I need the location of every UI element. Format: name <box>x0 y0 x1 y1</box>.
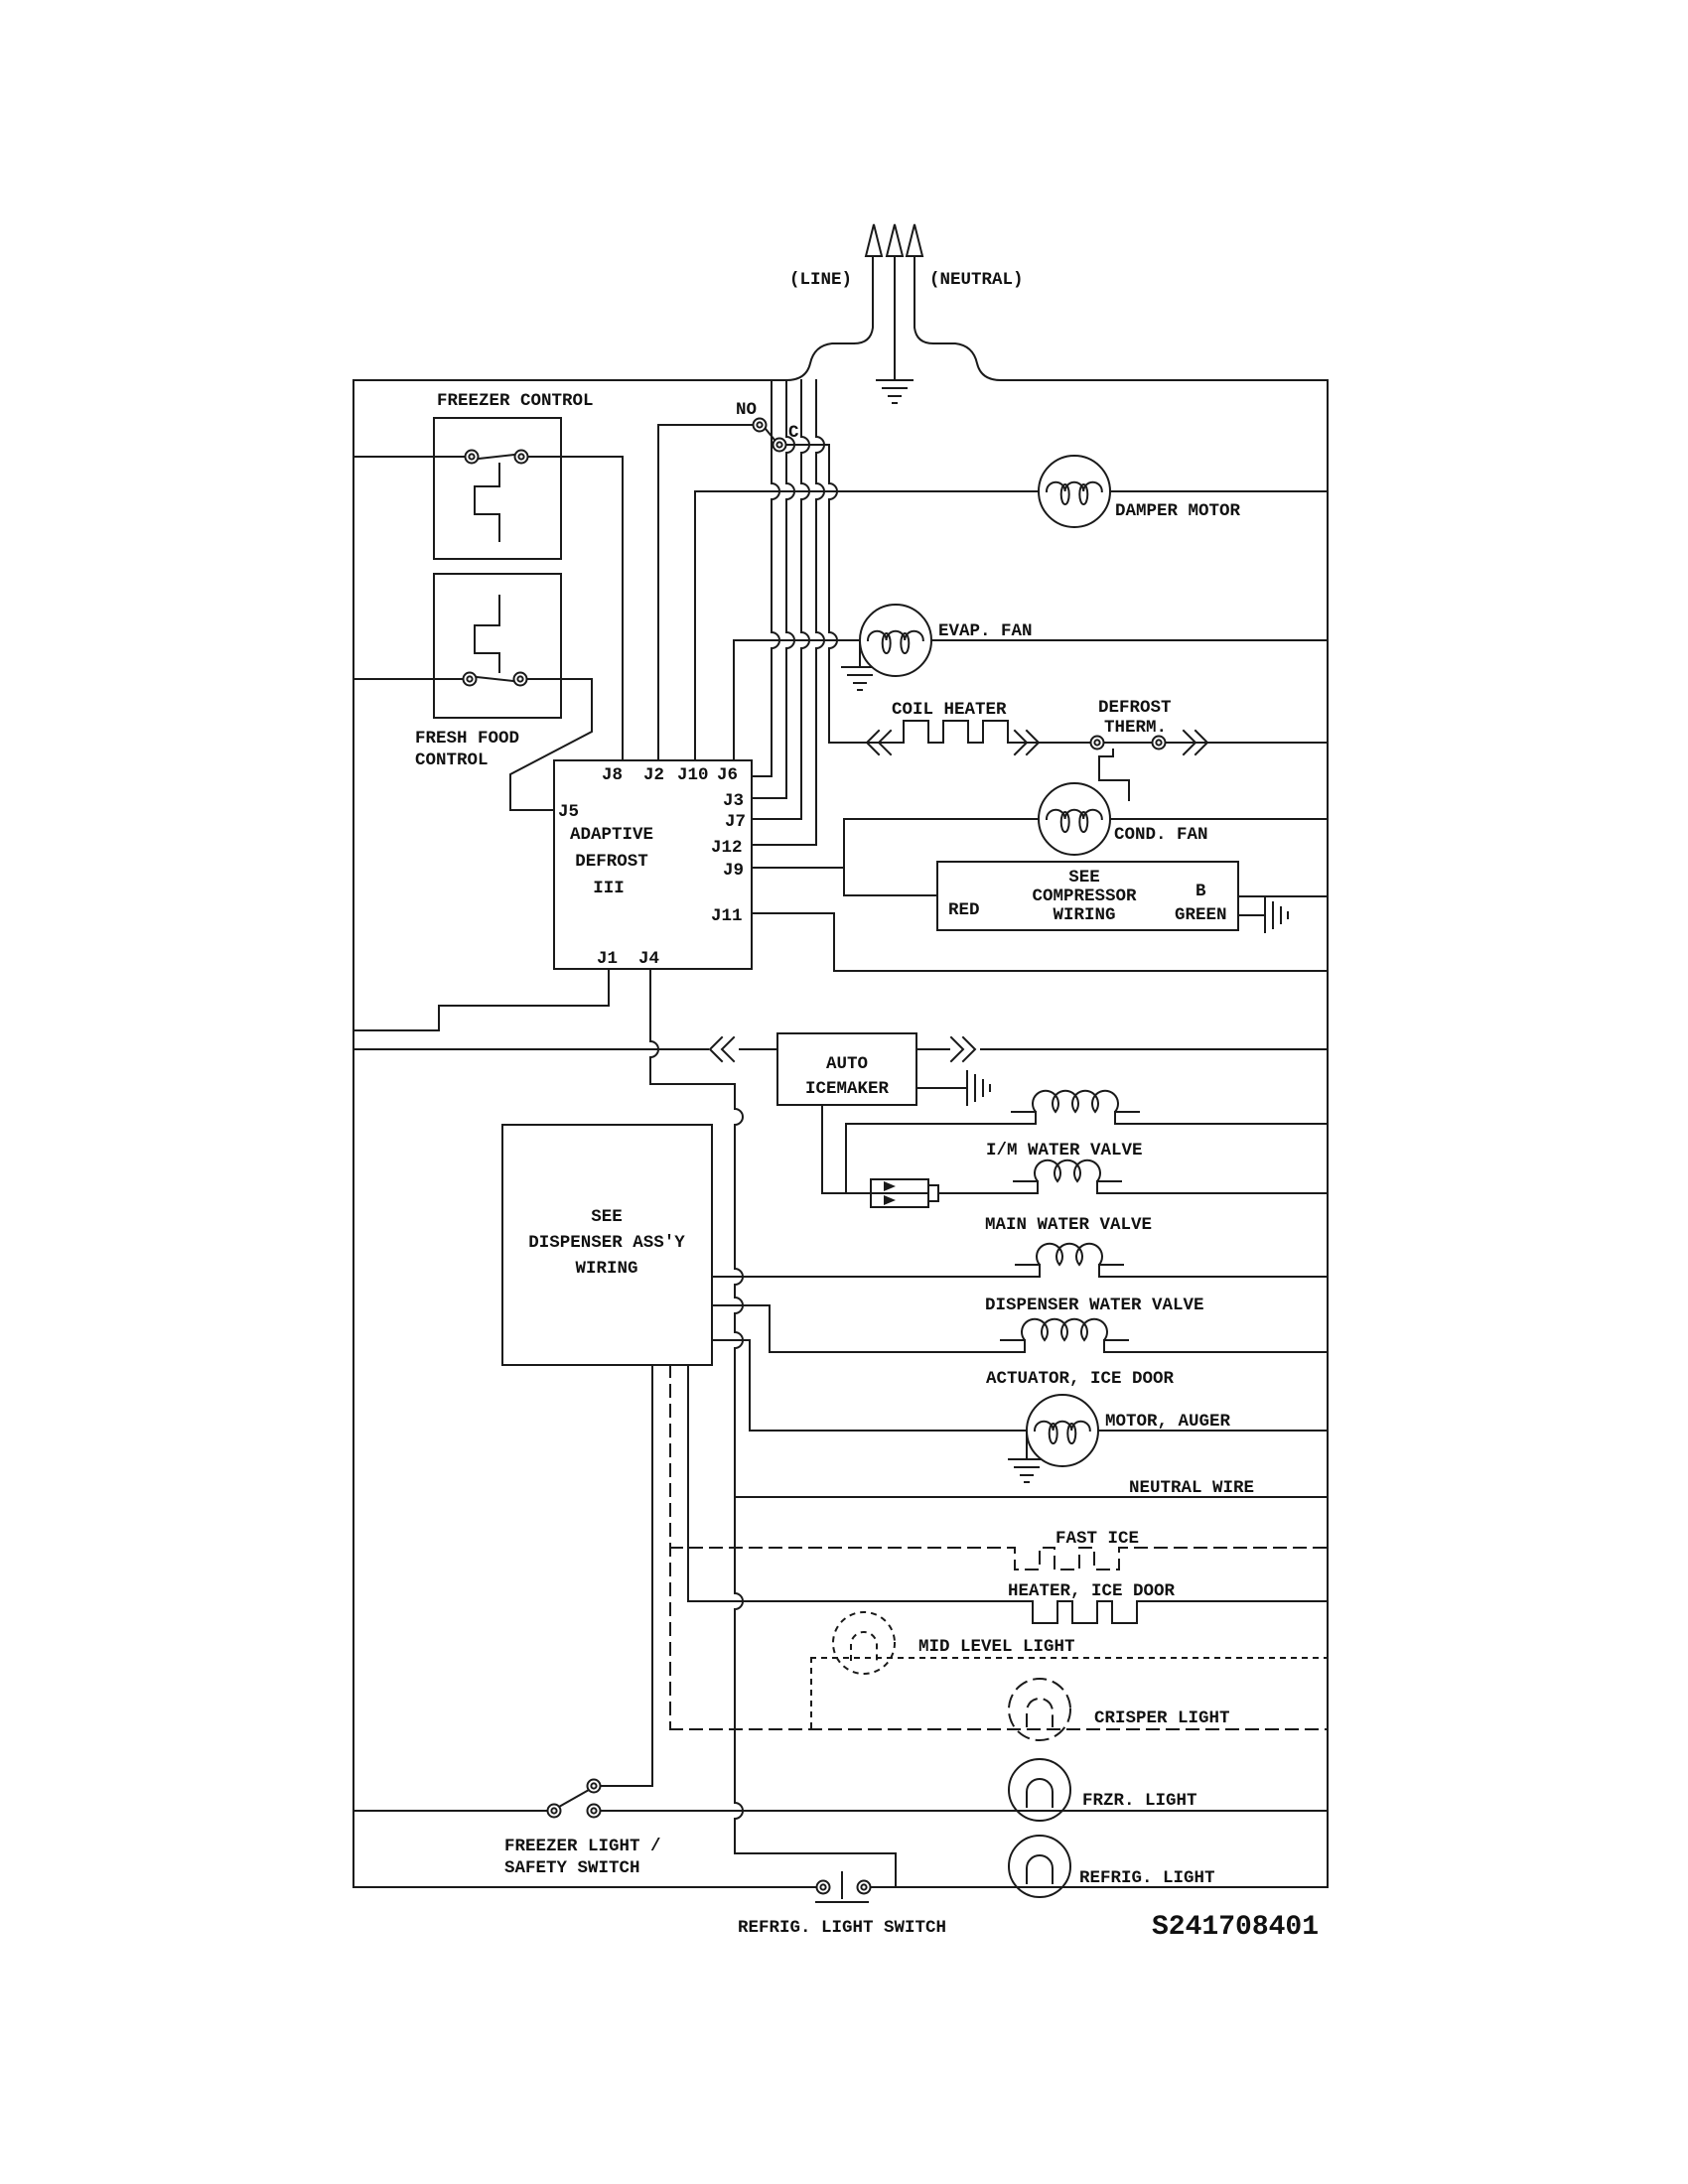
pin-j7: J7 <box>725 812 747 832</box>
therm-contact-icon <box>1091 737 1104 750</box>
ground-icon <box>842 667 878 690</box>
motor-auger-label: MOTOR, AUGER <box>1105 1412 1231 1432</box>
main-water-valve-label: MAIN WATER VALVE <box>985 1215 1153 1235</box>
coil-heater-element <box>829 721 1090 743</box>
dispenser-assy <box>502 1125 712 1786</box>
c-label: C <box>788 423 799 443</box>
motor-auger <box>712 1340 1328 1482</box>
right-pin-stubs <box>752 776 844 913</box>
thermostat-element <box>475 596 499 672</box>
mid-level-lamp-icon <box>833 1612 895 1674</box>
evap-fan <box>734 605 1328 690</box>
neutral-label: (NEUTRAL) <box>929 270 1024 290</box>
riser-j12 <box>816 380 824 845</box>
switch-blade <box>766 429 774 440</box>
fast-ice-element <box>670 1548 1328 1570</box>
switch-blade <box>559 1790 589 1807</box>
actuator-ice-door <box>712 1305 1328 1389</box>
compressor-b-label: B <box>1196 882 1206 901</box>
contact-icon <box>548 1805 561 1818</box>
contact-icon <box>774 439 786 452</box>
damper-motor <box>695 456 1328 527</box>
contact-icon <box>466 451 479 464</box>
auto-icemaker <box>353 1033 1328 1193</box>
diode-icon <box>884 1181 896 1191</box>
valve-coil <box>846 1091 1328 1124</box>
dispenser-water-valve <box>712 1244 1328 1315</box>
coil-heater-label: COIL HEATER <box>892 700 1007 720</box>
no-label: NO <box>736 400 758 420</box>
line-label: (LINE) <box>789 270 853 290</box>
actuator-ice-door-label: ACTUATOR, ICE DOOR <box>986 1369 1175 1389</box>
frzr-light-label: FRZR. LIGHT <box>1082 1791 1197 1811</box>
therm-element <box>1099 750 1129 800</box>
valve-coil <box>938 1160 1328 1193</box>
im-water-valve <box>846 1091 1328 1193</box>
icemaker-label-2: ICEMAKER <box>804 1079 890 1099</box>
dispenser-label-3: WIRING <box>575 1259 638 1279</box>
board-label-2: DEFROST <box>575 852 648 872</box>
icemaker-label-1: AUTO <box>825 1054 869 1074</box>
freezer-control-label: FREEZER CONTROL <box>437 391 594 411</box>
defrost-no-c-switch <box>658 400 837 743</box>
cond-fan-label: COND. FAN <box>1114 825 1208 845</box>
compressor-label-1: SEE <box>1068 868 1100 887</box>
wire-j1 <box>353 969 609 1030</box>
main-water-valve <box>822 1160 1328 1235</box>
earth-ground-icon <box>877 380 913 403</box>
rectifier-tab <box>928 1185 938 1201</box>
pin-j2: J2 <box>643 765 665 785</box>
evap-fan-motor-icon <box>860 605 931 676</box>
crisper-lamp-icon <box>1009 1679 1070 1740</box>
heater-element <box>688 1601 1328 1623</box>
dispenser-water-valve-label: DISPENSER WATER VALVE <box>985 1296 1204 1315</box>
thermostat-blade <box>477 677 513 681</box>
neutral-wire-label: NEUTRAL WIRE <box>1129 1478 1255 1498</box>
compressor-red-label: RED <box>948 900 980 920</box>
dispenser-pin-solid-1 <box>601 1365 652 1786</box>
pin-j12: J12 <box>711 838 743 858</box>
contact-icon <box>464 673 477 686</box>
neutral-terminal-arrow-icon <box>907 224 922 256</box>
pin-j3: J3 <box>723 791 745 811</box>
ground-terminal-arrow-icon <box>887 224 903 256</box>
pin-j4: J4 <box>638 949 660 969</box>
contact-icon <box>754 419 767 432</box>
pin-j6: J6 <box>717 765 739 785</box>
dispenser-label-2: DISPENSER ASS'Y <box>528 1233 685 1253</box>
board-label-1: ADAPTIVE <box>569 825 654 845</box>
compressor-label-3: WIRING <box>1053 905 1116 925</box>
board-label-3: III <box>593 879 625 898</box>
contact-icon <box>817 1881 830 1894</box>
part-number: S241708401 <box>1152 1912 1320 1943</box>
crisper-light <box>670 1679 1328 1740</box>
dispenser-label-1: SEE <box>591 1207 623 1227</box>
freezer-control <box>353 391 594 559</box>
fresh-food-control-box <box>434 574 561 718</box>
compressor-green-label: GREEN <box>1175 905 1227 925</box>
therm-contact-icon <box>1153 737 1166 750</box>
connector-chevron-icon <box>710 1037 734 1061</box>
crisper-light-label: CRISPER LIGHT <box>1094 1708 1230 1728</box>
fast-ice-label: FAST ICE <box>1055 1529 1140 1549</box>
damper-motor-icon <box>1039 456 1110 527</box>
pin-j5: J5 <box>558 802 580 822</box>
connector-chevron-icon <box>951 1037 975 1061</box>
pin-j10: J10 <box>677 765 709 785</box>
thermostat-blade <box>479 455 514 459</box>
evap-fan-label: EVAP. FAN <box>938 621 1033 641</box>
cond-fan <box>844 783 1328 855</box>
contact-icon <box>588 1780 601 1793</box>
chassis-ground-icon <box>967 1071 990 1105</box>
contact-icon <box>588 1805 601 1818</box>
pin-j9: J9 <box>723 861 745 881</box>
refrig-light-switch-label: REFRIG. LIGHT SWITCH <box>738 1918 947 1938</box>
ground-icon <box>1009 1459 1045 1482</box>
fresh-food-label-2: CONTROL <box>415 751 489 770</box>
diode-icon <box>884 1195 896 1205</box>
freezer-safety-label-2: SAFETY SWITCH <box>504 1858 640 1878</box>
riser-j3 <box>786 380 794 798</box>
valve-coil <box>712 1244 1328 1277</box>
compressor-label-2: COMPRESSOR <box>1032 887 1137 906</box>
freezer-control-box <box>434 418 561 559</box>
im-water-valve-label: I/M WATER VALVE <box>986 1141 1143 1160</box>
contact-icon <box>858 1881 871 1894</box>
freezer-safety-label-1: FREEZER LIGHT / <box>504 1837 661 1856</box>
neutral-wire <box>735 1478 1328 1498</box>
heater-ice-door <box>688 1581 1328 1623</box>
pin-j11: J11 <box>711 906 743 926</box>
wire-to-j5 <box>510 679 592 810</box>
fresh-food-control <box>353 574 592 810</box>
line-terminal-arrow-icon <box>866 224 882 256</box>
chassis-ground-icon <box>1265 898 1288 932</box>
auger-motor-icon <box>1027 1395 1098 1466</box>
pin-j8: J8 <box>602 765 624 785</box>
heater-ice-door-label: HEATER, ICE DOOR <box>1008 1581 1176 1601</box>
pin-j1: J1 <box>597 949 619 969</box>
riser-j7 <box>801 380 809 819</box>
refrig-light-label: REFRIG. LIGHT <box>1079 1868 1215 1888</box>
cond-fan-motor-icon <box>1039 783 1110 855</box>
contact-icon <box>515 451 528 464</box>
contact-icon <box>514 673 527 686</box>
defrost-therm-label-2: THERM. <box>1104 718 1168 738</box>
damper-motor-label: DAMPER MOTOR <box>1115 501 1241 521</box>
fresh-food-label-1: FRESH FOOD <box>415 729 520 749</box>
thermostat-element <box>475 464 499 541</box>
compressor <box>844 862 1328 932</box>
defrost-therm-label-1: DEFROST <box>1098 698 1172 718</box>
mid-level-light-label: MID LEVEL LIGHT <box>918 1637 1075 1657</box>
fast-ice <box>670 1529 1328 1570</box>
